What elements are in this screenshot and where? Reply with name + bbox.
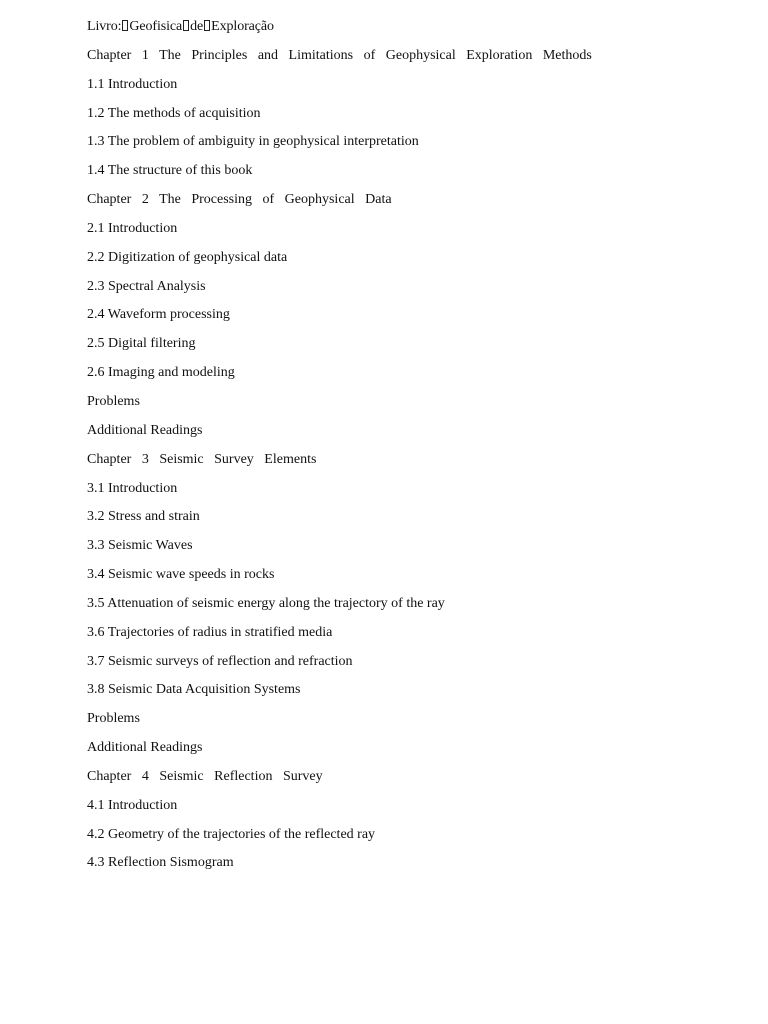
chapter-heading: Chapter 1 The Principles and Limitations of Geophysical Exploration Methods [87, 47, 592, 63]
toc-entry: 4.1 Introduction [87, 797, 178, 813]
title-word-1: Geofisica [129, 19, 183, 34]
toc-entry: 1.3 The problem of ambiguity in geophysical interpretation [87, 134, 419, 150]
toc-entry: 1.4 The structure of this book [87, 163, 253, 179]
document-title [87, 15, 727, 44]
missing-glyph-icon [204, 20, 210, 31]
missing-glyph-icon [122, 20, 128, 31]
toc-entry: 3.3 Seismic Waves [87, 538, 193, 554]
toc-entry: 3.5 Attenuation of seismic energy along the trajectory of the ray [87, 595, 445, 611]
toc-entry: 3.6 Trajectories of radius in stratified media [87, 624, 333, 640]
table-of-contents [87, 15, 727, 880]
toc-entry: Additional Readings [87, 422, 203, 438]
toc-entry: 3.2 Stress and strain [87, 509, 200, 525]
toc-entry: 2.1 Introduction [87, 220, 178, 236]
toc-entry: 3.7 Seismic surveys of reflection and refraction [87, 653, 353, 669]
toc-entry: 2.2 Digitization of geophysical data [87, 249, 288, 265]
title-prefix: Livro: [87, 19, 122, 34]
toc-entry: 2.5 Digital filtering [87, 336, 196, 352]
chapter-heading: Chapter 4 Seismic Reflection Survey [87, 768, 323, 784]
missing-glyph-icon [183, 20, 189, 31]
toc-entry: 1.1 Introduction [87, 76, 178, 92]
toc-entry: 2.3 Spectral Analysis [87, 278, 206, 294]
toc-entry: 2.4 Waveform processing [87, 307, 230, 323]
toc-entry: 3.8 Seismic Data Acquisition Systems [87, 682, 301, 698]
toc-entry: Problems [87, 393, 140, 409]
chapter-heading: Chapter 3 Seismic Survey Elements [87, 451, 317, 467]
title-word-2: de [190, 19, 204, 34]
toc-entry: 4.3 Reflection Sismogram [87, 855, 234, 871]
toc-entry: 3.1 Introduction [87, 480, 178, 496]
toc-entry: 3.4 Seismic wave speeds in rocks [87, 567, 275, 583]
toc-entry: Additional Readings [87, 740, 203, 756]
toc-entry: 4.2 Geometry of the trajectories of the reflected ray [87, 826, 376, 842]
title-word-3: Exploração [211, 19, 274, 34]
toc-entry: 1.2 The methods of acquisition [87, 105, 261, 121]
chapter-heading: Chapter 2 The Processing of Geophysical Data [87, 192, 392, 208]
toc-entry: Problems [87, 711, 140, 727]
toc-entry: 2.6 Imaging and modeling [87, 365, 235, 381]
